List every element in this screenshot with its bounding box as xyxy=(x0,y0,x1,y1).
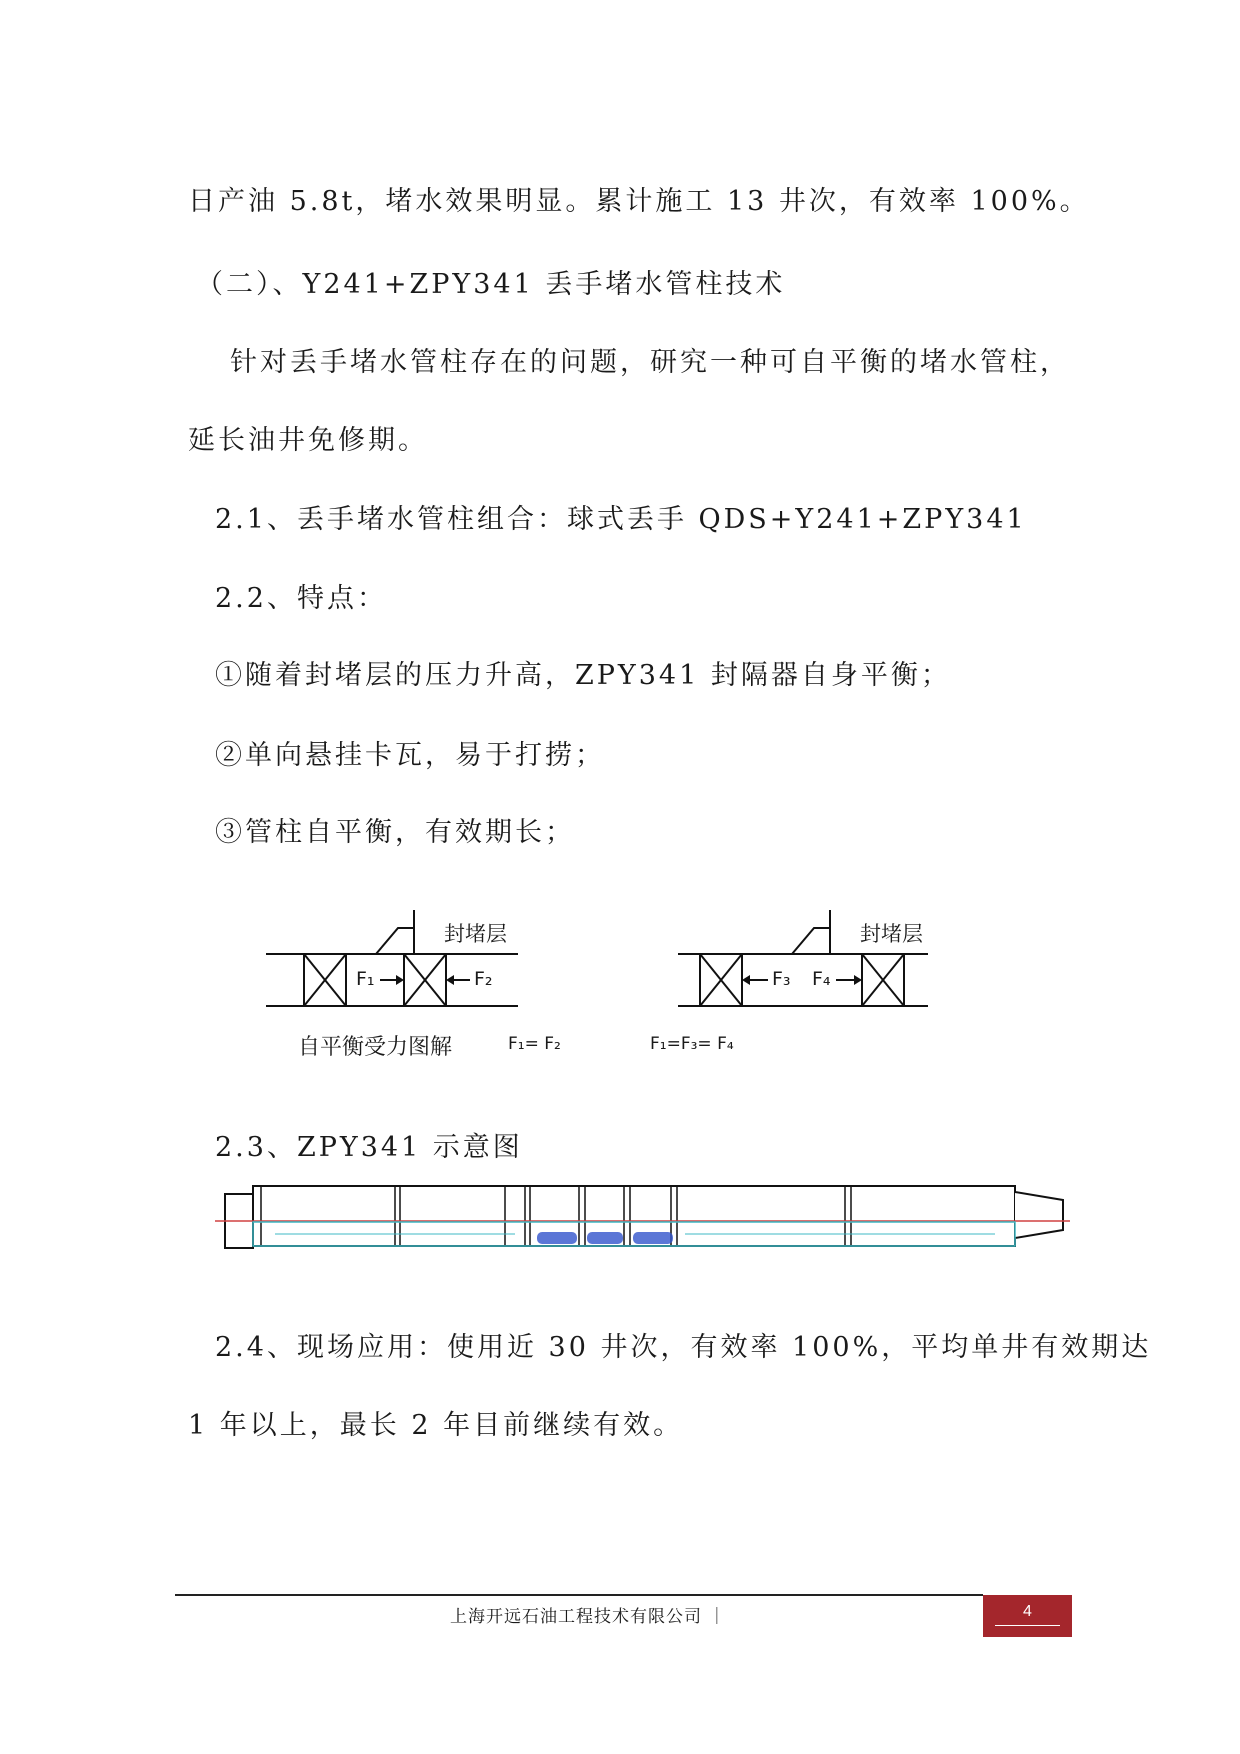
paragraph: 延长油井免修期。 xyxy=(188,425,428,456)
section-heading: 2.3、ZPY341 示意图 xyxy=(215,1132,523,1163)
force-label: F₃ xyxy=(772,968,791,990)
list-item: ②单向悬挂卡瓦，易于打捞； xyxy=(215,740,605,771)
diagram-caption: 自平衡受力图解 xyxy=(298,1035,453,1060)
arrow-head xyxy=(446,975,454,985)
force-label: F₂ xyxy=(474,968,493,990)
force-label: F₄ xyxy=(812,968,831,990)
list-item: ①随着封堵层的压力升高，ZPY341 封隔器自身平衡； xyxy=(215,660,951,691)
layer-label: 封堵层 xyxy=(860,922,923,946)
layer-label: 封堵层 xyxy=(444,922,507,946)
footer-company: 上海开远石油工程技术有限公司 ｜ xyxy=(450,1607,727,1627)
paragraph: 1 年以上，最长 2 年目前继续有效。 xyxy=(188,1410,684,1441)
paragraph: 2.2、特点： xyxy=(215,583,387,614)
section-heading: （二）、Y241+ZPY341 丢手堵水管柱技术 xyxy=(196,269,786,300)
zpy341-schematic xyxy=(215,1176,1070,1268)
footer-rule xyxy=(175,1594,983,1596)
paragraph: 针对丢手堵水管柱存在的问题，研究一种可自平衡的堵水管柱， xyxy=(230,347,1070,378)
paragraph: 2.1、丢手堵水管柱组合：球式丢手 QDS+Y241+ZPY341 xyxy=(215,504,1027,535)
paragraph: 2.4、现场应用：使用近 30 井次，有效率 100%，平均单井有效期达 xyxy=(215,1332,1152,1363)
page-number: 4 xyxy=(1023,1603,1032,1620)
equation: F₁= F₂ xyxy=(508,1034,561,1054)
paragraph: 日产油 5.8t，堵水效果明显。累计施工 13 井次，有效率 100%。 xyxy=(188,186,1090,217)
list-item: ③管柱自平衡，有效期长； xyxy=(215,817,575,848)
equation: F₁=F₃= F₄ xyxy=(650,1034,734,1054)
arrow-head xyxy=(742,975,750,985)
force-label: F₁ xyxy=(356,968,375,990)
arrow-head xyxy=(854,975,862,985)
page-number-box xyxy=(983,1595,1072,1637)
arrow-head xyxy=(396,975,404,985)
page-number-underline xyxy=(995,1625,1060,1626)
